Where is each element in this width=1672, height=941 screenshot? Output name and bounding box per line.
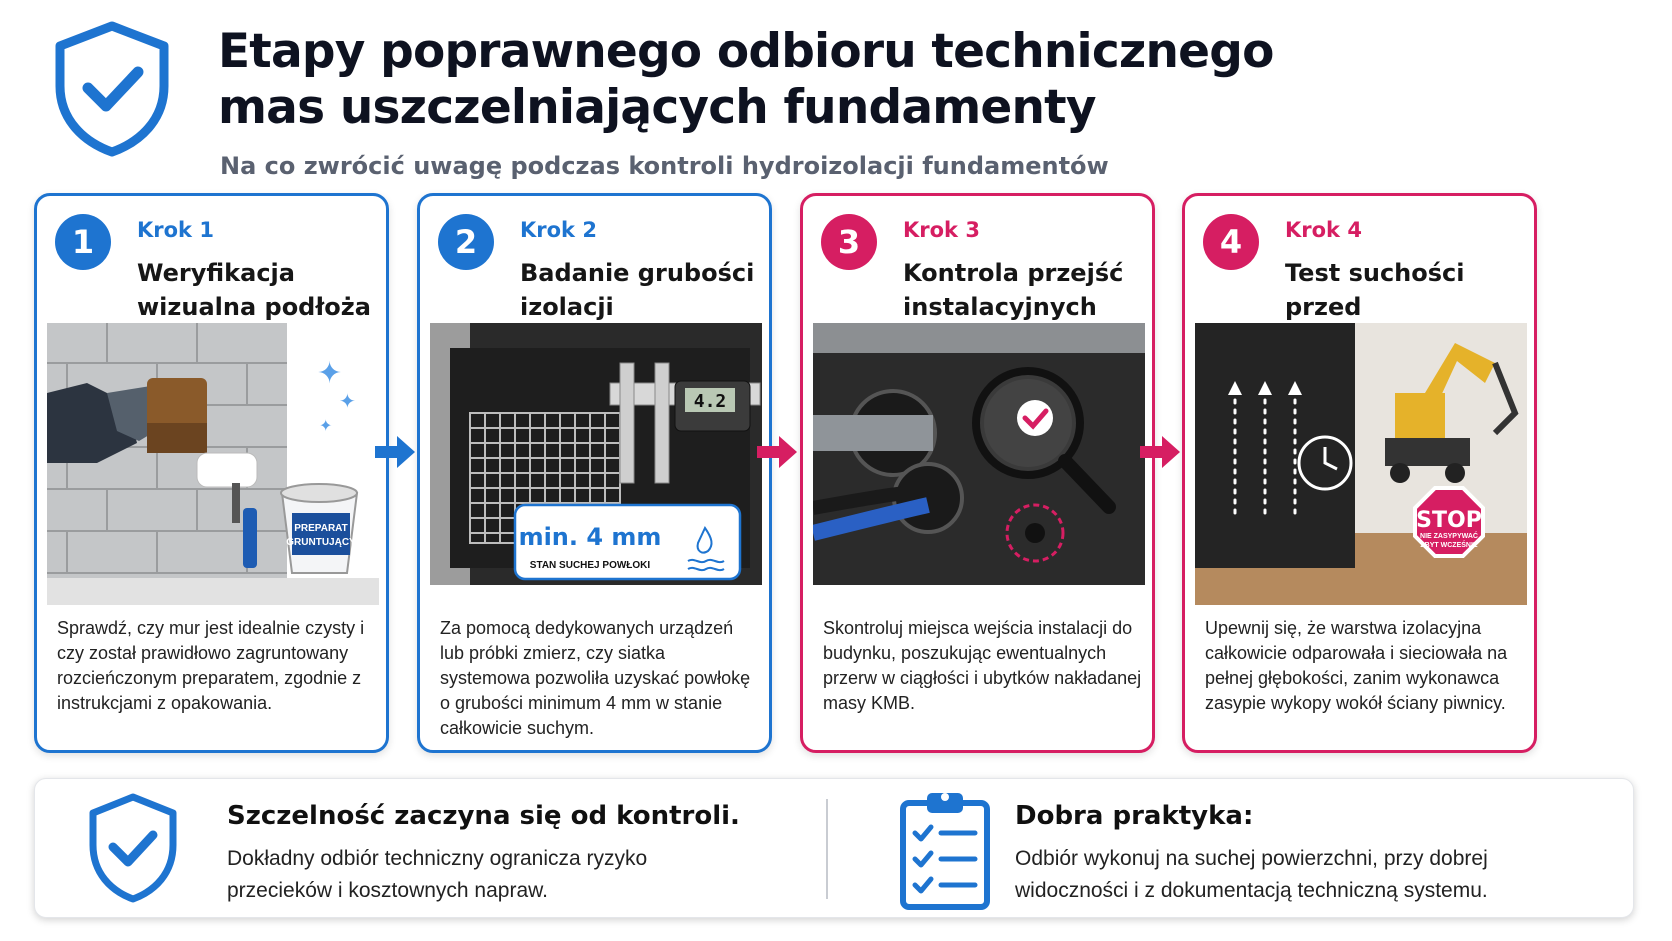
page-title xyxy=(218,24,1274,136)
thickness-badge-value: min. 4 mm xyxy=(518,523,662,551)
step-label: Krok 3 xyxy=(903,218,980,242)
step-illustration-dryness-test xyxy=(1195,323,1527,605)
summary-text-line-1: Dokładny odbiór techniczny ogranicza ryzyko xyxy=(227,847,648,870)
step-title-line-2: instalacyjnych xyxy=(903,293,1097,321)
shield-check-icon xyxy=(52,20,172,158)
step-label: Krok 4 xyxy=(1285,218,1362,242)
thickness-badge-caption: STAN SUCHEJ POWŁOKI xyxy=(529,560,651,571)
good-practice-text-line-2: widoczności i z dokumentacją techniczną systemu. xyxy=(1015,879,1488,902)
step-card-3 xyxy=(800,193,1155,753)
step-number-badge: 1 xyxy=(55,214,111,270)
stop-sign-caption-line-1: NIE ZASYPYWAĆ xyxy=(1420,533,1478,540)
step-title xyxy=(137,256,377,324)
summary-text xyxy=(227,843,787,907)
arrow-right-icon xyxy=(1138,432,1182,472)
step-number-badge: 3 xyxy=(821,214,877,270)
step-title-line-2: przed xyxy=(1285,293,1362,321)
title-line-1: Etapy poprawnego odbioru technicznego xyxy=(218,24,1274,79)
step-title-line-1: Weryfikacja xyxy=(137,259,295,287)
step-illustration-thickness-measurement xyxy=(430,323,762,605)
step-description: Skontroluj miejsca wejścia instalacji do budynku, poszukując ewentualnych przerw w ciągłości i ubytków nakładanej masy KMB. xyxy=(823,618,1142,713)
title-line-2: mas uszczelniających fundamenty xyxy=(218,80,1096,135)
page-subtitle: Na co zwrócić uwagę podczas kontroli hydroizolacji fundamentów xyxy=(220,152,1109,180)
step-title-line-1: Kontrola przejść xyxy=(903,259,1124,287)
shield-check-icon xyxy=(85,791,181,905)
primer-bucket-label-line-2: GRUNTUJĄCY xyxy=(286,537,356,548)
sparkle-icon: ✦ xyxy=(339,389,356,413)
caliper-reading: 4.2 xyxy=(693,391,727,412)
step-card-4 xyxy=(1182,193,1537,753)
step-title-line-2: wizualna podłoża xyxy=(137,293,371,321)
step-card-2 xyxy=(417,193,772,753)
clipboard-checklist-icon xyxy=(895,787,995,911)
step-description: Upewnij się, że warstwa izolacyjna całkowicie odparowała i sieciowała na pełnej głębokości, zanim wykonawca zasypie wykopy wokół ściany piwnicy. xyxy=(1205,618,1508,713)
step-number-badge: 2 xyxy=(438,214,494,270)
stop-sign-text: STOP xyxy=(1416,508,1482,533)
step-title-line-1: Test suchości xyxy=(1285,259,1465,287)
step-title xyxy=(903,256,1143,324)
step-number-badge: 4 xyxy=(1203,214,1259,270)
step-label: Krok 1 xyxy=(137,218,214,242)
primer-bucket-label-line-1: PREPARAT xyxy=(294,523,348,534)
arrow-right-icon xyxy=(755,432,799,472)
good-practice-text xyxy=(1015,843,1575,907)
sparkle-icon: ✦ xyxy=(317,356,343,391)
header xyxy=(52,14,1612,184)
step-card-1 xyxy=(34,193,389,753)
good-practice-title: Dobra praktyka: xyxy=(1015,801,1254,831)
step-description: Za pomocą dedykowanych urządzeń lub próbki zmierz, czy siatka systemowa pozwoliła uzyskać powłokę o grubości minimum 4 mm w stanie całkowicie suchym. xyxy=(440,618,751,738)
step-title-line-2: izolacji xyxy=(520,293,614,321)
divider xyxy=(826,799,828,899)
good-practice-text-line-1: Odbiór wykonuj na suchej powierzchni, przy dobrej xyxy=(1015,847,1488,870)
sparkle-icon: ✦ xyxy=(319,416,333,435)
step-label: Krok 2 xyxy=(520,218,597,242)
step-description: Sprawdź, czy mur jest idealnie czysty i czy został prawidłowo zagruntowany rozcieńczonym preparatem, zgodnie z instrukcjami z opakowania. xyxy=(57,618,365,713)
step-title-line-1: Badanie grubości xyxy=(520,259,755,287)
stop-sign-caption-line-2: ZBYT WCZEŚNIE xyxy=(1420,542,1478,549)
summary-bar xyxy=(34,778,1634,918)
summary-text-line-2: przecieków i kosztownych napraw. xyxy=(227,879,548,902)
step-title xyxy=(520,256,760,324)
arrow-right-icon xyxy=(373,432,417,472)
step-illustration-wall-priming xyxy=(47,323,379,605)
summary-title: Szczelność zaczyna się od kontroli. xyxy=(227,801,740,831)
step-illustration-pipe-penetrations xyxy=(813,323,1145,605)
